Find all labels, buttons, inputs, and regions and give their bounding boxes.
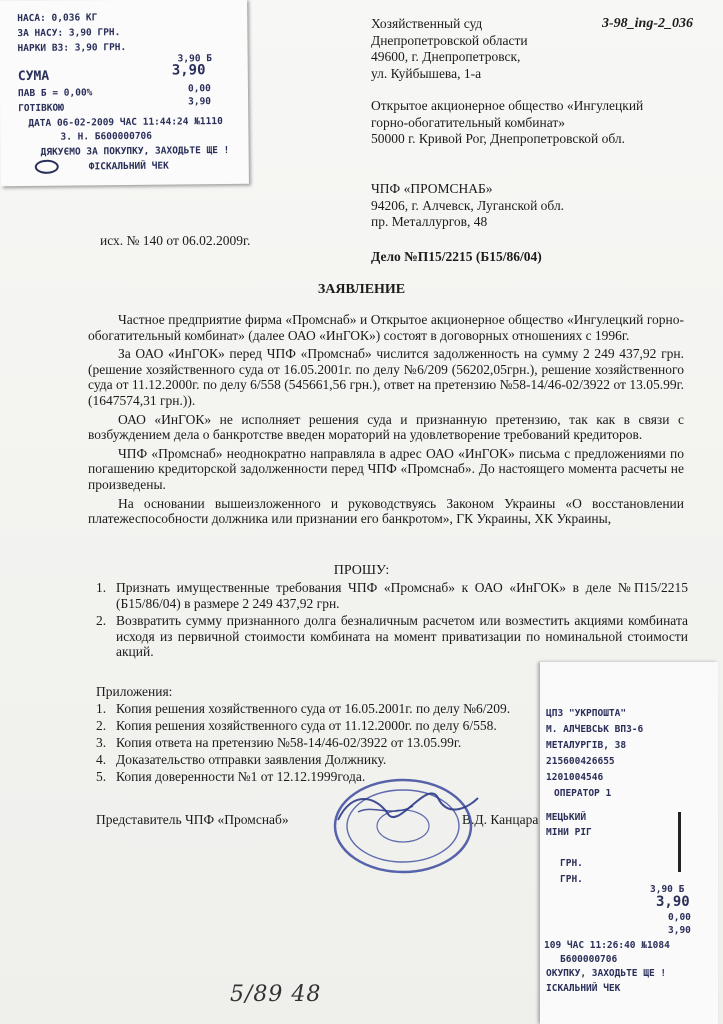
request-text: Возвратить сумму признанного долга безналичным расчетом или возместить акциями комбината исходя из первичной стоимости комбината на момент приватизации по номинальной стоимости акций. [116, 613, 688, 660]
receipt-line: 3,90 [188, 96, 212, 108]
attachment-text: Копия доверенности №1 от 12.12.1999года. [116, 769, 366, 784]
request-heading: ПРОШУ: [333, 563, 390, 578]
paragraph: Частное предприятие фирма «Промснаб» и Открытое акционерное общество «Ингулецкий горно-обогатительный комбинат» (далее ОАО «ИнГОК») состоят в договорных отношениях с 1996г. [88, 312, 684, 343]
receipt-line: 1201004546 [546, 772, 604, 783]
document-body [88, 312, 684, 530]
paragraph: За ОАО «ИнГОК» перед ЧПФ «Промснаб» числится задолженность на сумму 2 249 437,92 грн. (решение хозяйственного суда от 16.05.2001г. по делу №6/209 (56202,05грн.), решение хозяйственного суда от 11.12.2000г. по делу 6/558 (545661,56 грн.), ответ на претензию №58-14/46-02/3922 от 13.05.99г. (1647574,31 грн.)). [88, 346, 684, 408]
address-line: 49600, г. Днепропетровск, [371, 49, 521, 64]
receipt-line: ГОТІВКОЮ [18, 102, 64, 115]
request-text: Признать имущественные требования ЧПФ «Промснаб» к ОАО «ИнГОК» в деле №П15/2215 (Б15/86/04) в размере 2 249 437,92 грн. [116, 580, 688, 611]
receipt-line: М. АЛЧЕВСЬК ВПЗ-6 [546, 724, 644, 735]
receipt-line: Б600000706 [560, 954, 618, 965]
receipt-line: ІСКАЛЬНИЙ ЧЕК [546, 983, 621, 994]
address-line: 50000 г. Кривой Рог, Днепропетровской обл. [371, 131, 626, 146]
receipt-line: 3,90 [656, 894, 690, 910]
attachment-text: Доказательство отправки заявления Должнику. [116, 752, 387, 767]
address-line: пр. Металлургов, 48 [371, 214, 488, 229]
list-item [96, 734, 510, 751]
attachment-text: Копия решения хозяйственного суда от 11.12.2000г. по делу 6/558. [116, 718, 497, 733]
address-line: 94206, г. Алчевск, Луганской обл. [371, 197, 565, 213]
seal-stamp [318, 768, 488, 878]
receipt-line: ОКУПКУ, ЗАХОДЬТЕ ЩЕ ! [546, 968, 667, 979]
attachment-text: Копия решения хозяйственного суда от 16.05.2001г. по делу №6/209. [116, 701, 511, 716]
receipt-line: МІНИ РІГ [546, 827, 592, 838]
list-item [96, 751, 510, 768]
receipt-line: ГРН. [560, 874, 583, 885]
paragraph: ЧПФ «Промснаб» неоднократно направляла в адрес ОАО «ИнГОК» письма с предложениями по погашению кредиторской задолженности перед ЧПФ «Промснаб». До настоящего момента расчеты не произведены. [88, 445, 684, 492]
paragraph: ОАО «ИнГОК» не исполняет решения суда и признанную претензию, так как в связи с возбуждением дела о банкротстве введен мораторий на удовлетворение требований кредиторов. [88, 411, 684, 443]
list-item [96, 580, 688, 611]
receipt-line: ДАТА 06-02-2009 ЧАС 11:44:24 №1110 [28, 115, 223, 130]
paragraph: На основании вышеизложенного и руководствуясь Законом Украины «О восстановлении платежеспособности должника или признании его банкротом», ГК Украины, ХК Украины, [88, 495, 684, 527]
receipt-line: 3,90 [171, 62, 206, 79]
address-line: ЧПФ «ПРОМСНАБ» [371, 181, 493, 196]
attachment-text: Копия ответа на претензию №58-14/46-02/3922 от 13.05.99г. [116, 735, 462, 750]
receipt-line: ПАВ Б = 0,00% [17, 87, 93, 100]
document-reference: 3-98_ing-2_036 [602, 16, 693, 31]
receipt-line: ГРН. [560, 858, 583, 869]
receipt-line: 0,00 [668, 912, 691, 923]
address-line: горно-обогатительный комбинат» [371, 114, 566, 130]
receipt-line: СУМА [17, 68, 50, 85]
receipt-line: ДЯКУЄМО ЗА ПОКУПКУ, ЗАХОДЬТЕ ЩЕ ! [40, 144, 230, 158]
receipt-line: МЕЦЬКИЙ [546, 812, 587, 823]
list-number: 3. [96, 735, 107, 750]
handwritten-note: 5/89 48 [230, 982, 322, 1007]
list-number: 1. [96, 580, 107, 595]
receipt-line: 215600426655 [546, 756, 615, 767]
list-number: 4. [96, 752, 107, 767]
receipt-line: 3,90 [668, 925, 691, 936]
address-line: ул. Куйбышева, 1-а [371, 65, 482, 81]
list-number: 2. [96, 718, 107, 733]
receipt-line: 3,90 Б [650, 884, 685, 895]
receipt-line: МЕТАЛУРГІВ, 38 [546, 740, 627, 751]
court-address [371, 16, 528, 82]
signature-label: Представитель ЧПФ «Промснаб» [96, 812, 289, 827]
receipt-line: ФІСКАЛЬНИЙ ЧЕК [88, 160, 169, 173]
receipt-line: НАСА: 0,036 КГ [17, 12, 98, 25]
list-number: 2. [96, 613, 107, 629]
address-line: Днепропетровской области [371, 32, 528, 48]
receipt-line: ЗА НАСУ: 3,90 ГРН. [17, 27, 121, 40]
receipt-line: 109 ЧАС 11:26:40 №1084 [544, 940, 670, 951]
list-item [96, 717, 510, 734]
address-line: Открытое акционерное общество «Ингулецкий [371, 98, 644, 113]
receipt-line: ЦПЗ "УКРПОШТА" [546, 708, 627, 719]
receipt-logo-icon [35, 160, 59, 174]
receipt-line: З. Н. Б600000706 [60, 130, 153, 143]
receipt-line: НАРКИ ВЗ: 3,90 ГРН. [17, 41, 127, 55]
request-list [96, 580, 688, 662]
receipt-line: 0,00 [187, 83, 211, 95]
applicant-address [371, 181, 564, 231]
attachments-heading: Приложения: [96, 684, 173, 699]
receipt-line: 3,90 Б [177, 53, 213, 65]
document-title: ЗАЯВЛЕНИЕ [317, 282, 406, 297]
signature-name: В.Д. Канцара [462, 812, 539, 827]
receipt-mark [678, 812, 681, 872]
receipt-bottom-right [540, 662, 718, 1024]
list-number: 5. [96, 769, 107, 784]
case-number: Дело №П15/2215 (Б15/86/04) [371, 249, 542, 264]
list-item [96, 613, 688, 660]
list-number: 1. [96, 701, 107, 716]
list-item [96, 700, 510, 717]
receipt-top-left [0, 0, 249, 186]
outgoing-number: исх. № 140 от 06.02.2009г. [100, 233, 251, 248]
address-line: Хозяйственный суд [371, 16, 483, 31]
debtor-address [371, 98, 643, 148]
receipt-line: ОПЕРАТОР 1 [554, 788, 612, 799]
